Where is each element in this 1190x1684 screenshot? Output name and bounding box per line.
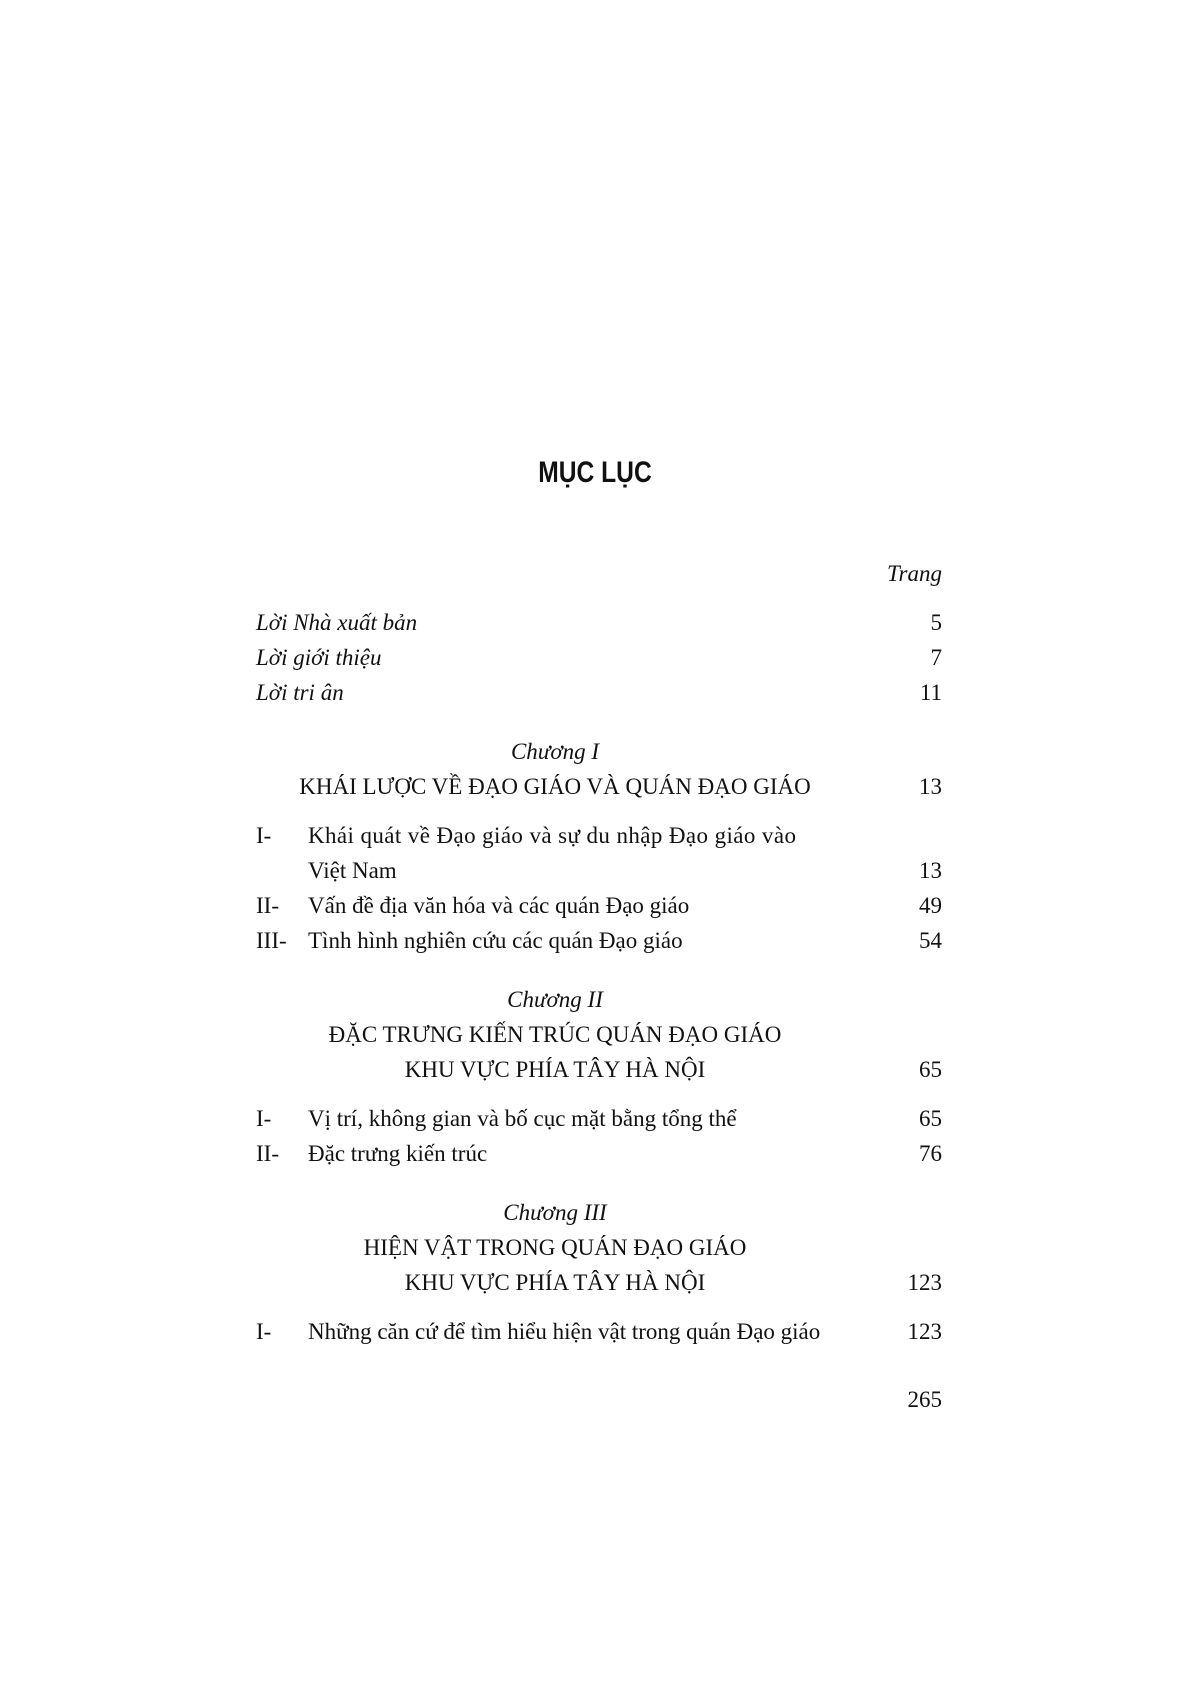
section-title: Đặc trưng kiến trúc	[308, 1141, 488, 1166]
section-number: II-	[256, 1141, 279, 1166]
section-title: Vấn đề địa văn hóa và các quán Đạo giáo	[308, 893, 690, 918]
section-page: 13	[919, 858, 942, 883]
chapter-label: Chương I	[510, 739, 600, 764]
section-title: Vị trí, không gian và bố cục mặt bằng tổng thể	[308, 1106, 737, 1131]
front-matter-title: Lời Nhà xuất bản	[256, 610, 418, 635]
page-title: MỤC LỤC	[538, 456, 652, 489]
section-number: I-	[256, 1106, 272, 1131]
section-number: I-	[256, 823, 272, 848]
section-title: Tình hình nghiên cứu các quán Đạo giáo	[308, 928, 683, 953]
section-number: II-	[256, 893, 279, 918]
section-title: Những căn cứ để tìm hiểu hiện vật trong quán Đạo giáo	[308, 1319, 821, 1344]
section-number: III-	[256, 928, 287, 953]
section-page: 49	[919, 893, 942, 918]
chapter-page: 65	[919, 1057, 942, 1082]
page-number: 265	[907, 1387, 942, 1412]
front-matter-title: Lời tri ân	[256, 680, 344, 705]
section-title-continued: Việt Nam	[308, 858, 397, 883]
section-page: 54	[919, 928, 942, 953]
section-page: 76	[919, 1141, 942, 1166]
front-matter-title: Lời giới thiệu	[256, 645, 382, 670]
chapter-heading-line-2: KHU VỰC PHÍA TÂY HÀ NỘI	[404, 1057, 706, 1082]
section-title: Khái quát về Đạo giáo và sự du nhập Đạo giáo vào	[308, 823, 797, 848]
chapter-label: Chương II	[507, 987, 603, 1012]
chapter-heading: KHÁI LƯỢC VỀ ĐẠO GIÁO VÀ QUÁN ĐẠO GIÁO	[299, 774, 811, 799]
front-matter-page: 5	[930, 610, 942, 635]
chapter-page: 13	[919, 774, 942, 799]
chapter-heading-line-2: KHU VỰC PHÍA TÂY HÀ NỘI	[404, 1270, 706, 1295]
front-matter-page: 7	[930, 645, 942, 670]
front-matter-page: 11	[919, 680, 942, 705]
section-page: 123	[907, 1319, 942, 1344]
chapter-label: Chương III	[503, 1200, 607, 1225]
chapter-heading: ĐẶC TRƯNG KIẾN TRÚC QUÁN ĐẠO GIÁO	[328, 1022, 782, 1047]
page-column-header: Trang	[887, 561, 942, 586]
chapter-page: 123	[907, 1270, 942, 1295]
section-number: I-	[256, 1319, 272, 1344]
section-page: 65	[919, 1106, 942, 1131]
chapter-heading: HIỆN VẬT TRONG QUÁN ĐẠO GIÁO	[363, 1235, 747, 1260]
